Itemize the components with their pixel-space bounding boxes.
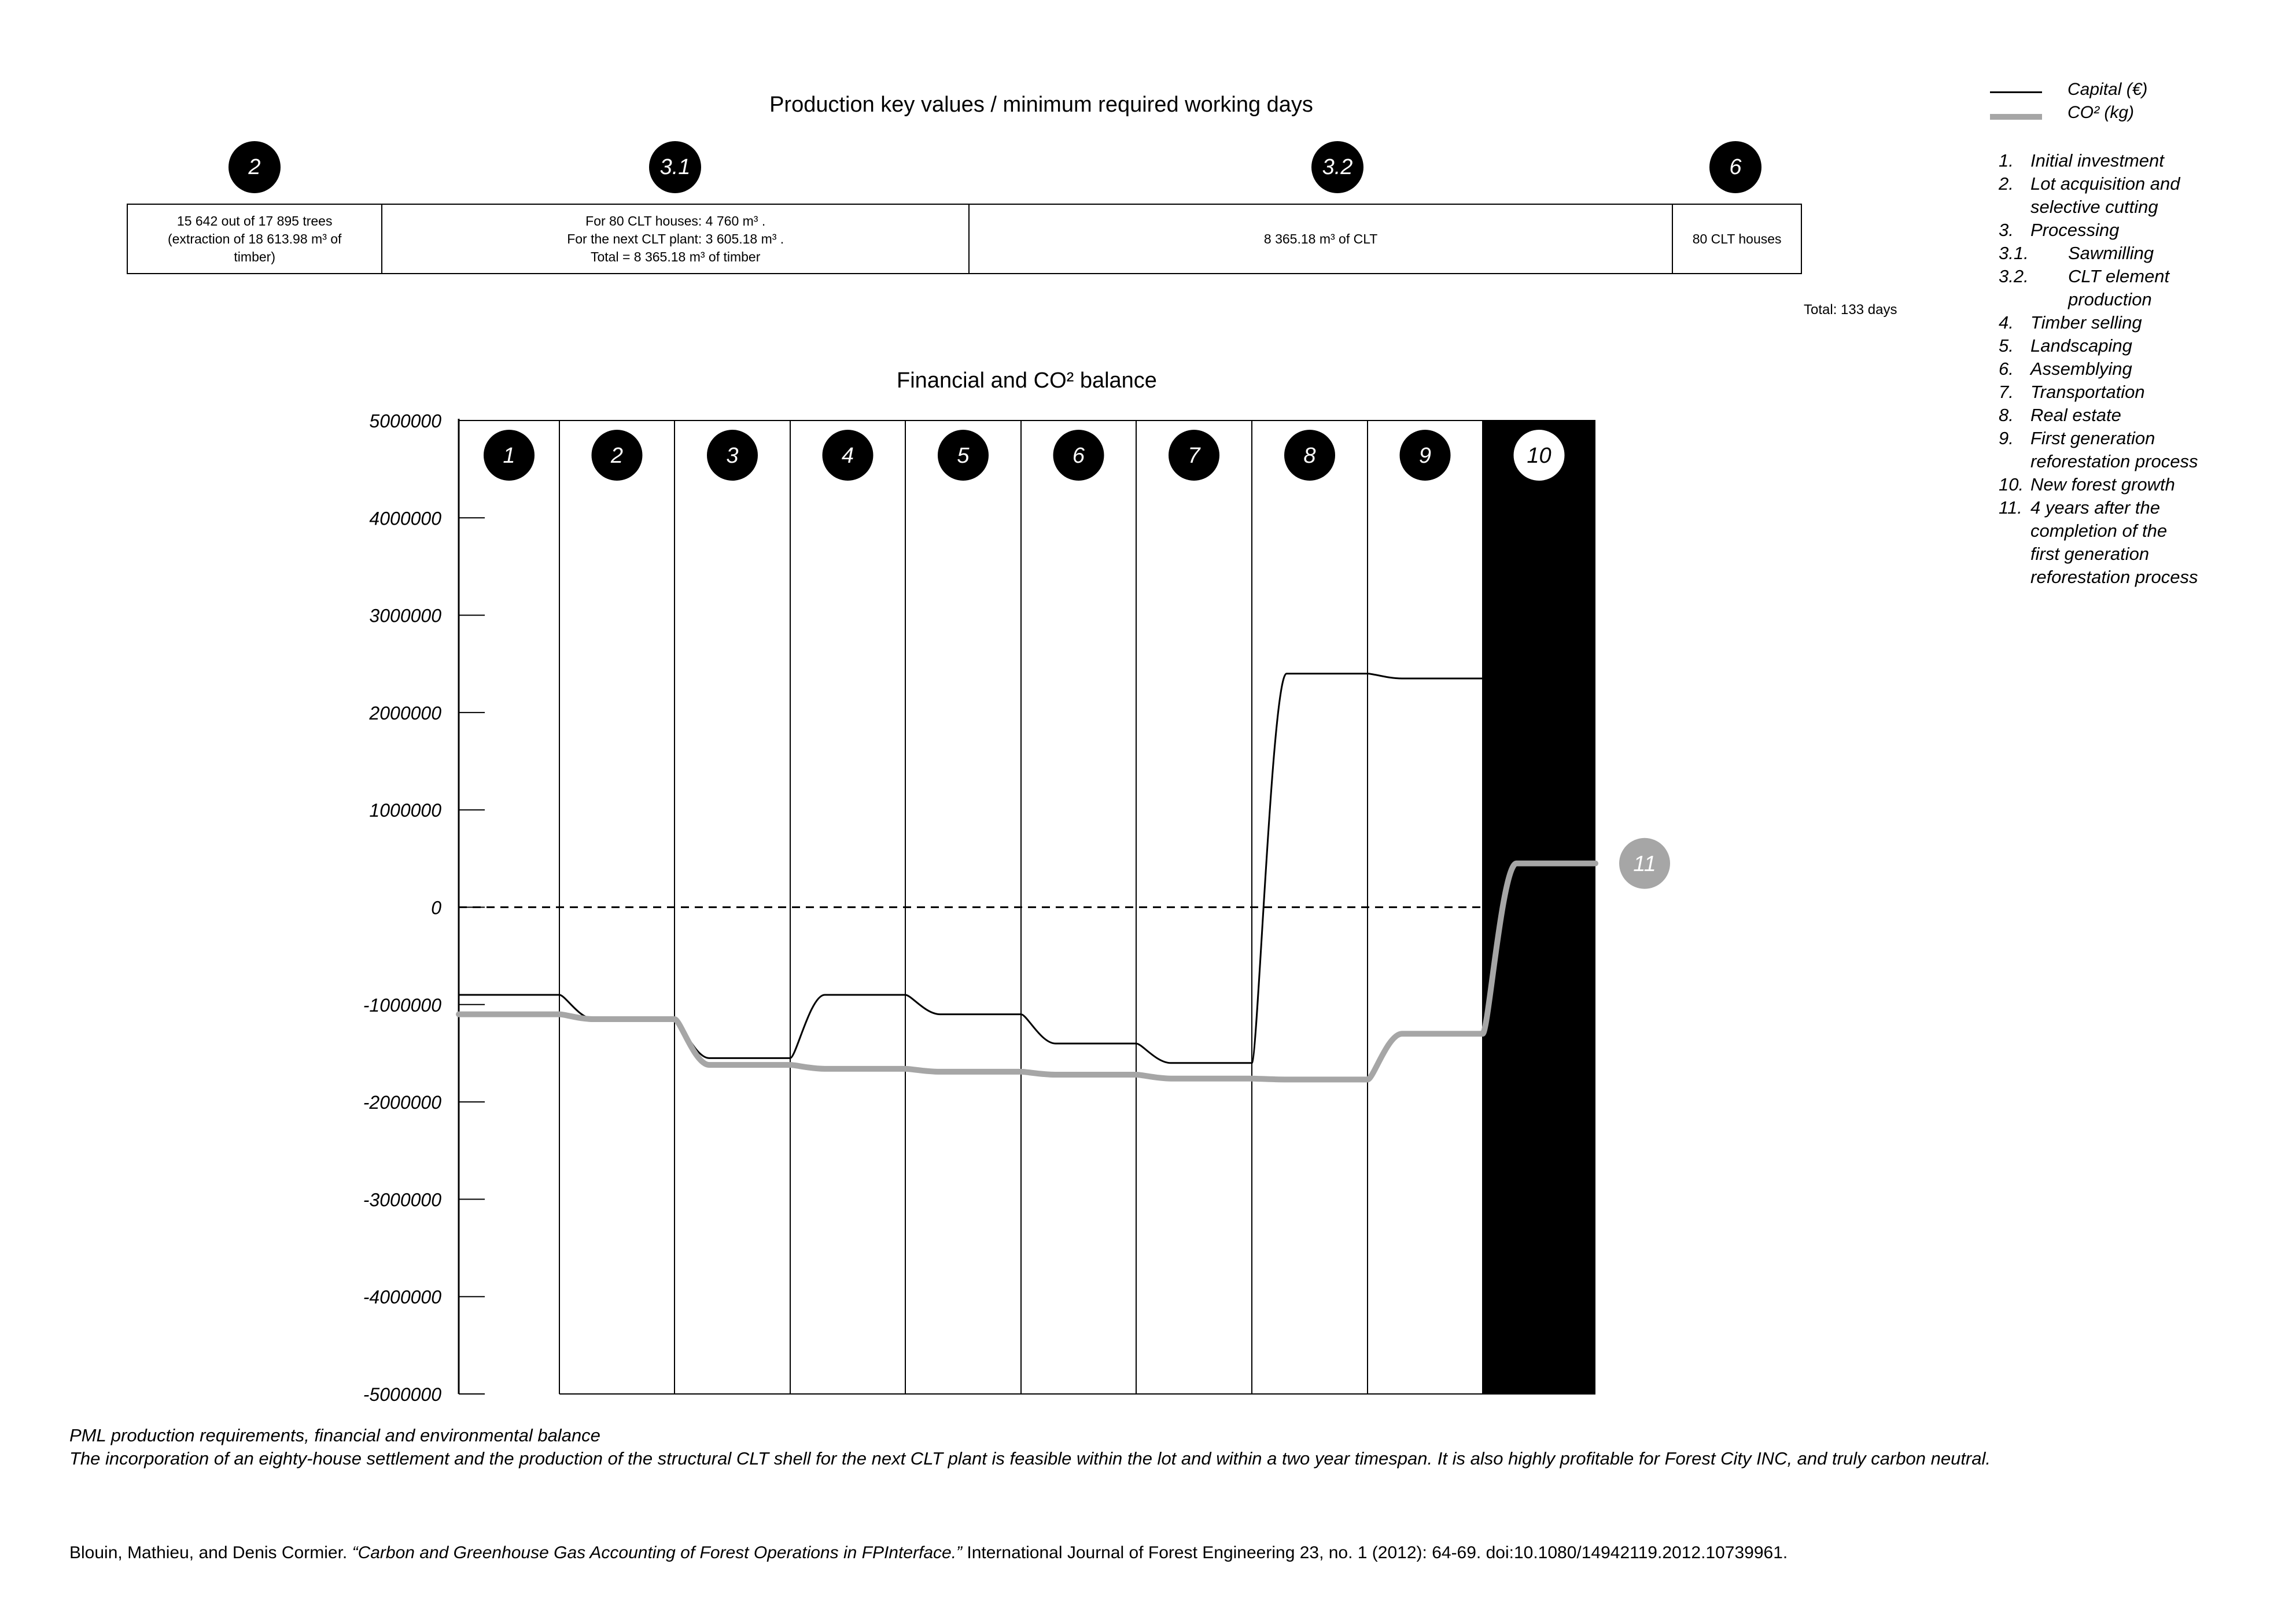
y-tick-label: -5000000 (363, 1384, 441, 1405)
process-list-number: 5. (1999, 335, 2014, 356)
key-cell-line: 80 CLT houses (1692, 231, 1782, 246)
process-list-text: completion of the (2030, 521, 2168, 541)
phase-badge-label: 5 (957, 444, 970, 468)
process-list-number: 10. (1999, 474, 2024, 495)
caption-title: PML production requirements, financial and environmental balance (69, 1425, 600, 1445)
process-list-text: Transportation (2030, 382, 2145, 402)
y-tick-label: -2000000 (363, 1092, 441, 1113)
y-tick-label: -1000000 (363, 994, 441, 1016)
process-list-number: 3. (1999, 220, 2014, 240)
key-step-badge-2: 2 (229, 141, 281, 193)
chart-title: Financial and CO² balance (897, 368, 1157, 393)
phase-badge-label: 6 (1072, 444, 1085, 468)
key-cell-line: (extraction of 18 613.98 m³ of (167, 231, 342, 246)
key-step-badge-3-2: 3.2 (1311, 141, 1363, 193)
key-step-badge-6: 6 (1709, 141, 1761, 193)
process-list-number: 7. (1999, 382, 2014, 402)
legend-co2-label: CO² (kg) (2067, 103, 2134, 122)
reference-authors: Blouin, Mathieu, and Denis Cormier. (69, 1543, 352, 1562)
key-cell-line: For 80 CLT houses: 4 760 m³ . (585, 213, 766, 228)
y-tick-label: 5000000 (369, 411, 441, 431)
process-list-text: first generation (2030, 544, 2150, 564)
phase-badge-label: 10 (1527, 444, 1551, 468)
process-list-number: 6. (1999, 359, 2014, 379)
y-tick-label: 1000000 (369, 800, 441, 821)
y-tick-label: -4000000 (363, 1286, 441, 1308)
process-list-number: 8. (1999, 405, 2014, 425)
total-days: Total: 133 days (1804, 302, 1897, 318)
reference-rest: International Journal of Forest Engineering 23, no. 1 (2012): 64-69. doi:10.1080/14942119.2012.10739961. (962, 1543, 1788, 1562)
caption-text: The incorporation of an eighty-house settlement and the production of the structural CLT shell for the next CLT plant is feasible within the lot and within a two year timespan. It is also highly profitable for Forest City INC, and truly carbon neutral. (69, 1448, 1991, 1469)
phase-badge-label: 8 (1303, 444, 1316, 468)
process-list-text: 4 years after the (2030, 497, 2161, 518)
y-tick-label: 4000000 (369, 508, 441, 529)
process-list-text: New forest growth (2030, 474, 2175, 495)
capital-line (459, 674, 1483, 1063)
process-list-number: 4. (1999, 312, 2014, 333)
key-cell-line: timber) (234, 249, 275, 264)
process-list-number: 2. (1999, 174, 2014, 194)
phase-badge-label: 2 (610, 444, 624, 468)
process-list-text: reforestation process (2030, 567, 2198, 587)
process-list-number: 1. (1999, 150, 2014, 171)
phase-badge-label: 1 (503, 444, 515, 468)
process-list-number: 3.2. (1999, 266, 2029, 286)
key-cell-line: 15 642 out of 17 895 trees (176, 213, 333, 228)
process-list-text: reforestation process (2030, 451, 2198, 471)
process-list-number: 3.1. (1999, 243, 2029, 263)
key-cell-line: 8 365.18 m³ of CLT (1263, 231, 1378, 246)
reference-article: “Carbon and Greenhouse Gas Accounting of Forest Operations in FPInterface.” (352, 1543, 963, 1562)
co2-line (459, 864, 1595, 1080)
key-step-badge-3-1: 3.1 (649, 141, 701, 193)
key-cell-line: For the next CLT plant: 3 605.18 m³ . (567, 231, 784, 246)
process-list-text: Real estate (2030, 405, 2121, 425)
phase-badge-label: 7 (1188, 444, 1200, 468)
reference (69, 1543, 2239, 1563)
legend-capital-label: Capital (€) (2067, 80, 2148, 99)
process-list-text: selective cutting (2030, 197, 2158, 217)
y-tick-label: 0 (431, 897, 441, 919)
process-list-text: Initial investment (2030, 150, 2164, 171)
process-list-text: Timber selling (2030, 312, 2142, 333)
key-values-title: Production key values / minimum required working days (769, 93, 1313, 117)
key-cell-line: Total = 8 365.18 m³ of timber (590, 249, 761, 264)
process-list-text: First generation (2030, 428, 2155, 448)
process-list-number: 9. (1999, 428, 2014, 448)
process-list-text: production (2068, 289, 2152, 309)
process-list-text: Processing (2030, 220, 2120, 240)
phase-badge-label: 3 (726, 444, 739, 468)
y-tick-label: 2000000 (369, 702, 441, 724)
process-list-text: Sawmilling (2068, 243, 2154, 263)
phase-badge-label: 4 (841, 444, 854, 468)
phase-highlight-band (1483, 420, 1595, 1394)
process-list-text: CLT element (2068, 266, 2170, 286)
y-tick-label: 3000000 (369, 605, 441, 626)
process-list-text: Landscaping (2030, 335, 2132, 356)
figure-caption (69, 1424, 2210, 1470)
phase-badge-label: 9 (1418, 444, 1432, 468)
end-marker-label: 11 (1633, 851, 1656, 876)
process-list-text: Lot acquisition and (2030, 174, 2180, 194)
process-list-number: 11. (1999, 497, 2022, 518)
y-tick-label: -3000000 (363, 1189, 441, 1211)
process-list-text: Assemblying (2030, 359, 2132, 379)
